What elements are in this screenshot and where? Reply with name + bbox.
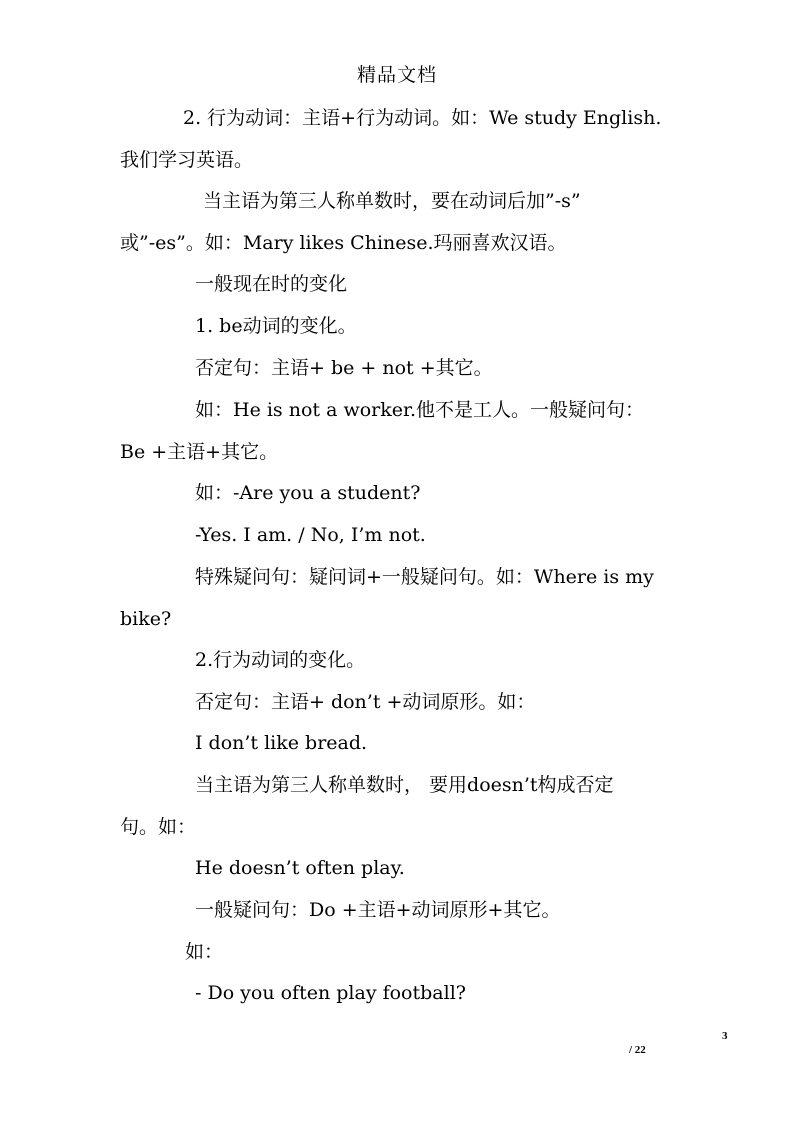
- text-line: Be +主语+其它。: [120, 441, 279, 463]
- text-line: 2.行为动词的变化。: [195, 649, 366, 671]
- text-line: 当主语为第三人称单数时， 要用doesn’t构成否定: [195, 774, 614, 796]
- text-line: 如：He is not a worker.他不是工人。一般疑问句：: [195, 399, 645, 421]
- section-heading: 一般现在时的变化: [195, 273, 348, 295]
- text-line: bike?: [120, 608, 172, 630]
- text-line: He doesn’t often play.: [195, 857, 405, 879]
- text-line: 一般疑问句：Do +主语+动词原形+其它。: [195, 899, 561, 921]
- text-line: 2. 行为动词：主语+行为动词。如：We study English.: [183, 107, 662, 129]
- text-line: 或”-es”。如：Mary likes Chinese.玛丽喜欢汉语。: [120, 232, 567, 254]
- text-line: - Do you often play football?: [195, 982, 466, 1004]
- text-line: 如：-Are you a student?: [195, 482, 421, 504]
- text-line: 特殊疑问句：疑问词+一般疑问句。如：Where is my: [195, 566, 654, 588]
- text-line: 如：: [185, 941, 224, 963]
- text-line: 否定句：主语+ be + not +其它。: [195, 357, 493, 379]
- text-line: 否定句：主语+ don’t +动词原形。如：: [195, 691, 536, 713]
- page-number: 3: [722, 1030, 728, 1042]
- text-line: -Yes. I am. / No, I’m not.: [195, 524, 426, 546]
- text-line: I don’t like bread.: [195, 732, 368, 754]
- text-line: 句。如：: [120, 816, 197, 838]
- text-line: 1. be动词的变化。: [195, 315, 357, 337]
- page-header-title: 精品文档: [356, 64, 437, 86]
- text-line: 当主语为第三人称单数时，要在动词后加”-s”: [203, 190, 581, 212]
- page-total: / 22: [629, 1044, 646, 1056]
- text-line: 我们学习英语。: [120, 149, 254, 171]
